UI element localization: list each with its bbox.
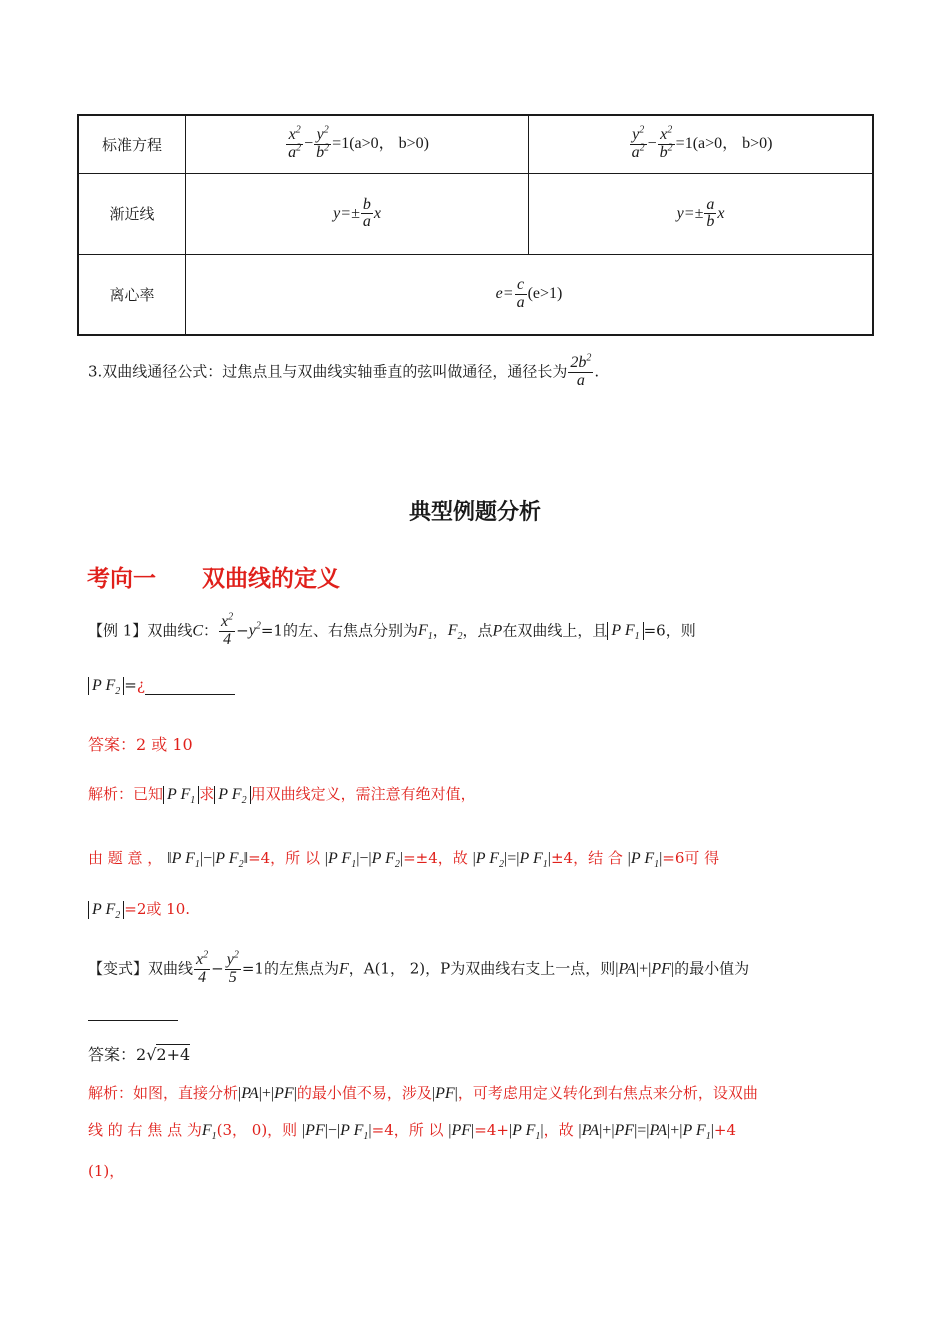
- latus-rectum-note: 3.双曲线通径公式：过焦点且与双曲线实轴垂直的弦叫做通径，通径长为 $\frac{2b^2}{a}$ .: [88, 352, 600, 389]
- variant-step-label: (1)，: [88, 1162, 125, 1180]
- example-1-question: 【例 1】双曲线C： $\frac{x^2}{4}$ $-y^2=1$的左、右焦点分别为$F_1$，$F_2$，点P在双曲线上，且 P $F_1 =6$，则: [88, 611, 696, 648]
- table-row: [78, 115, 873, 174]
- topic-heading: 考向一 双曲线的定义: [87, 565, 340, 592]
- hyperbola-properties-table: [77, 114, 874, 336]
- variant-answer: 答案：2√2+4: [88, 1045, 191, 1064]
- variant-analysis: 解析：如图，直接分析|PA|+|PF|的最小值不易，涉及|PF|，可考虑用定义转化到右焦点来分析，设双曲: [88, 1084, 758, 1102]
- example-1-blank: P $F_2$ =¿: [88, 676, 235, 695]
- row-label: 渐近线: [78, 174, 186, 255]
- row-label: 离心率: [78, 254, 186, 335]
- std-equation-x-axis: $\frac{x^2}{a^2}$ − $\frac{y^2}{b^2}$ =1(a>0， b>0): [186, 115, 529, 174]
- example-1-derivation: 由 题 意 ， ‖P $F_1|-|P$ $F_2‖=4$，所 以 |P $F_1|-|P$ $F_2|=\pm 4$，故 |P $F_2|=|P$ $F_1|\pm 4$，结 合 |P $F_1|=6$可 得: [88, 849, 720, 871]
- eccentricity: e= $\frac{c}{a}$ (e>1): [186, 254, 874, 335]
- example-1-analysis: 解析：已知 P $F_1$ 求 P $F_2$ 用双曲线定义，需注意有绝对值，: [88, 785, 476, 807]
- section-title: 典型例题分析: [408, 499, 541, 525]
- row-label: 标准方程: [78, 115, 186, 174]
- example-1-answer: 答案：2 或 10: [88, 735, 193, 754]
- table-row: [78, 254, 873, 335]
- variant-blank: [88, 1020, 178, 1021]
- std-equation-y-axis: $\frac{y^2}{a^2}$ − $\frac{x^2}{b^2}$ =1(a>0， b>0): [529, 115, 873, 174]
- variant-derivation: 线 的 右 焦 点 为$F_1(3$， 0)，则 |PF|−|P $F_1|=4$，所 以 |PF|=4+|P $F_1|$，故 |PA|+|PF|=|PA|+|P $F_1|+4$: [88, 1121, 737, 1143]
- asymptote-y-axis: y=± $\frac{a}{b}$ x: [529, 174, 873, 255]
- asymptote-x-axis: y=± $\frac{b}{a}$ x: [186, 174, 529, 255]
- variant-question: 【变式】双曲线 $\frac{x^2}{4}$ − $\frac{y^2}{5}$ =1的左焦点为F，A(1， 2)，P为双曲线右支上一点，则|PA|+|PF|的最小值为: [88, 949, 750, 986]
- table-row: [78, 174, 873, 255]
- example-1-result: P $F_2 =2$或 10.: [88, 898, 190, 919]
